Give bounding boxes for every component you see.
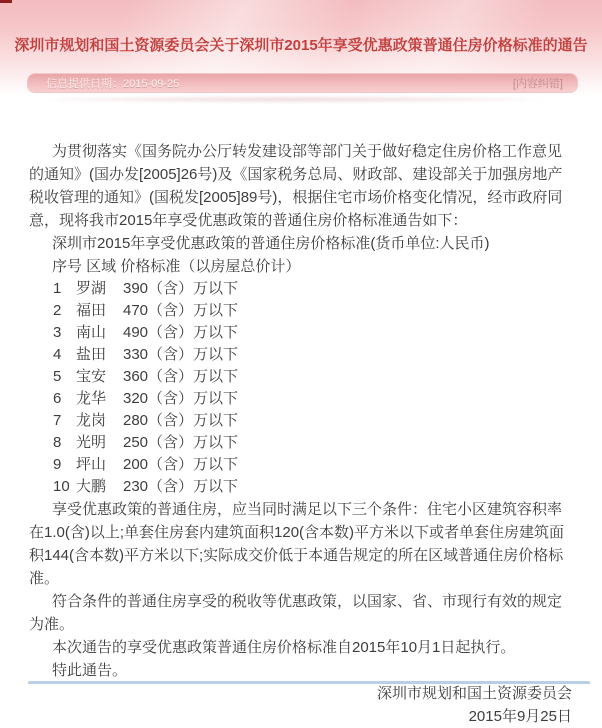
price-row — [29, 454, 572, 476]
price-row — [29, 322, 572, 344]
row-no: 9 — [53, 456, 62, 473]
info-bar-reflection — [45, 96, 542, 103]
row-no: 7 — [53, 412, 62, 429]
row-district: 福田 — [76, 302, 107, 319]
price-row — [29, 388, 572, 410]
row-standard: 200（含）万以下 — [123, 456, 239, 473]
page-title: 深圳市规划和国土资源委员会关于深圳市2015年享受优惠政策普通住房价格标准的通告 — [14, 37, 588, 54]
row-standard: 470（含）万以下 — [123, 302, 239, 319]
row-no: 4 — [53, 346, 62, 363]
row-district: 宝安 — [76, 368, 107, 385]
price-row — [29, 476, 572, 498]
row-no: 1 — [53, 280, 62, 297]
price-row — [29, 278, 572, 300]
row-no: 6 — [53, 390, 62, 407]
row-district: 龙华 — [76, 390, 107, 407]
paragraph-tax-policy: 符合条件的普通住房享受的税收等优惠政策，以国家、省、市现行有效的规定为准。 — [29, 593, 563, 633]
bottom-divider — [28, 681, 590, 684]
row-standard: 320（含）万以下 — [123, 390, 239, 407]
row-no: 5 — [53, 368, 62, 385]
info-date-value: 2015-09-25 — [123, 78, 180, 90]
paragraph-intro: 为贯彻落实《国务院办公厅转发建设部等部门关于做好稳定住房价格工作意见的通知》(国办发[2005]26号)及《国家税务总局、财政部、建设部关于加强房地产税收管理的通知》(国税发[2005]89号)，根据住宅市场价格变化情况，经市政府同意，现将我市2015年享受优惠政策的普通住房价格标准通告如下： — [29, 143, 563, 229]
row-district: 光明 — [76, 434, 107, 451]
row-no: 3 — [53, 324, 62, 341]
paragraph-standard-title: 深圳市2015年享受优惠政策的普通住房价格标准(货币单位:人民币) — [52, 235, 490, 252]
price-row — [29, 432, 572, 454]
price-row — [29, 344, 572, 366]
row-no: 8 — [53, 434, 62, 451]
row-standard: 280（含）万以下 — [123, 412, 239, 429]
row-district: 盐田 — [76, 346, 107, 363]
notice-body — [0, 140, 602, 728]
row-district: 大鹏 — [76, 478, 107, 495]
row-standard: 360（含）万以下 — [123, 368, 239, 385]
row-standard: 390（含）万以下 — [123, 280, 239, 297]
info-date — [46, 75, 179, 91]
row-no: 10 — [53, 478, 70, 495]
price-row — [29, 300, 572, 322]
paragraph-closing: 特此通告。 — [52, 662, 128, 679]
paragraph-effective-date: 本次通告的享受优惠政策普通住房价格标准自2015年10月1日起执行。 — [52, 639, 516, 656]
paragraph-conditions: 享受优惠政策的普通住房，应当同时满足以下三个条件：住宅小区建筑容积率在1.0(含)以上;单套住房套内建筑面积120(含本数)平方米以下或者单套住房建筑面积144(含本数)平方米以下;实际成交价低于本通告规定的所在区域普通住房价格标准。 — [29, 501, 565, 587]
info-bar — [27, 73, 578, 93]
signature-org: 深圳市规划和国土资源委员会 — [376, 685, 572, 702]
corner-artifact — [0, 0, 12, 3]
row-district: 罗湖 — [76, 280, 107, 297]
row-standard: 330（含）万以下 — [123, 346, 239, 363]
row-standard: 250（含）万以下 — [123, 434, 239, 451]
row-no: 2 — [53, 302, 62, 319]
row-district: 龙岗 — [76, 412, 107, 429]
row-district: 南山 — [76, 324, 107, 341]
info-date-label: 信息提供日期： — [46, 78, 123, 90]
signature-date: 2015年9月25日 — [468, 708, 572, 725]
price-row — [29, 410, 572, 432]
content-correction-link[interactable]: [内容纠错] — [512, 78, 563, 90]
row-standard: 230（含）万以下 — [123, 478, 239, 495]
price-row — [29, 366, 572, 388]
table-header-row: 序号 区域 价格标准（以房屋总价计） — [52, 258, 301, 275]
row-standard: 490（含）万以下 — [123, 324, 239, 341]
page-header — [0, 0, 602, 100]
price-table — [29, 278, 572, 498]
row-district: 坪山 — [76, 456, 107, 473]
